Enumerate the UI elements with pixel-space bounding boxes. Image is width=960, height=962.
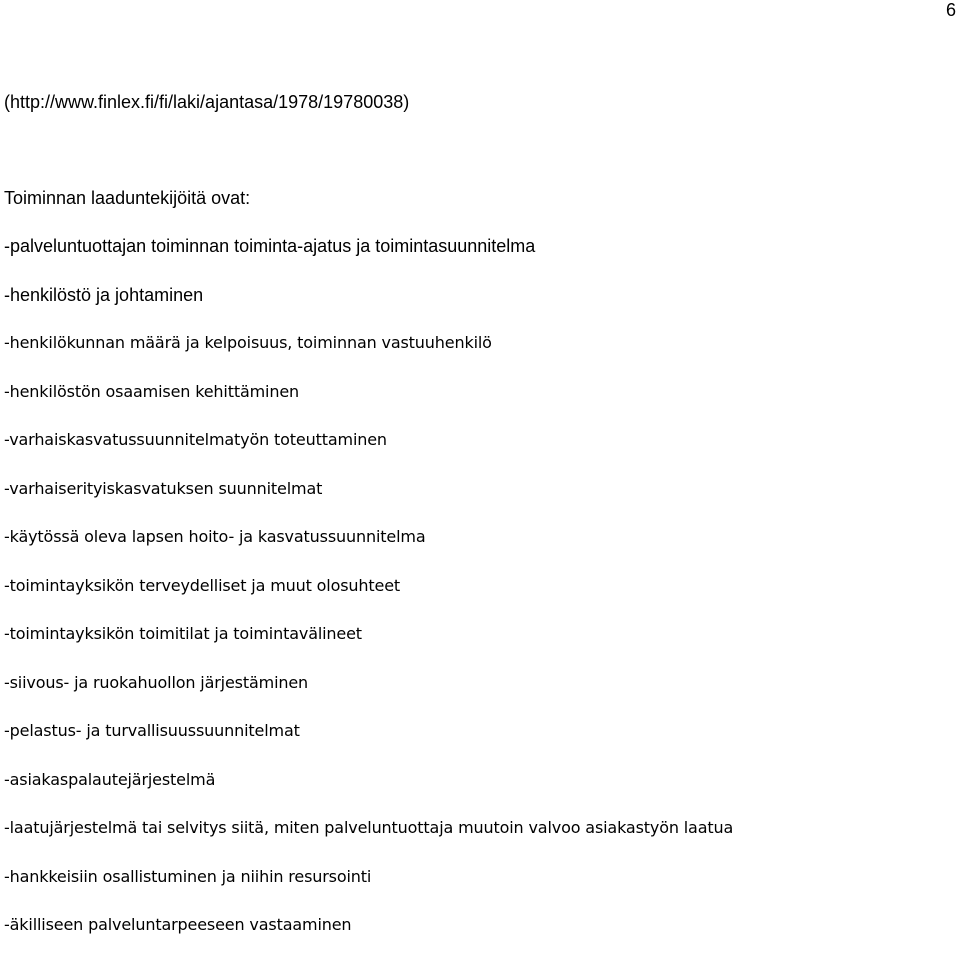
list-item: -äkilliseen palveluntarpeeseen vastaaminen [4,915,352,934]
source-url: (http://www.finlex.fi/fi/laki/ajantasa/1978/19780038) [4,92,410,112]
list-item: -toimintayksikön terveydelliset ja muut olosuhteet [4,575,401,595]
list-item: -palveluntuottajan toiminnan toiminta-ajatus ja toimintasuunnitelma [4,236,536,256]
list-item: -henkilöstön osaamisen kehittäminen [4,381,300,401]
list-item: -hankkeisiin osallistuminen ja niihin resursointi [4,866,372,886]
list-item: -laatujärjestelmä tai selvitys siitä, miten palveluntuottaja muutoin valvoo asiakastyön laatua [4,818,734,837]
list-item: -pelastus- ja turvallisuussuunnitelmat [4,721,300,740]
list-item: -siivous- ja ruokahuollon järjestäminen [4,672,309,692]
quality-factor-list [4,234,733,962]
list-item: -varhaiserityiskasvatuksen suunnitelmat [4,478,323,498]
list-item: -henkilöstö ja johtaminen [4,284,204,305]
list-item: -varhaiskasvatussuunnitelmatyön toteuttaminen [4,430,387,449]
list-item: -toimintayksikön toimitilat ja toimintavälineet [4,624,362,643]
list-item: -asiakaspalautejärjestelmä [4,769,216,789]
page-number: 6 [945,0,956,20]
list-heading: Toiminnan laaduntekijöitä ovat: [4,188,251,208]
list-item: -henkilökunnan määrä ja kelpoisuus, toiminnan vastuuhenkilö [4,333,492,352]
list-item: -käytössä oleva lapsen hoito- ja kasvatussuunnitelma [4,527,426,546]
